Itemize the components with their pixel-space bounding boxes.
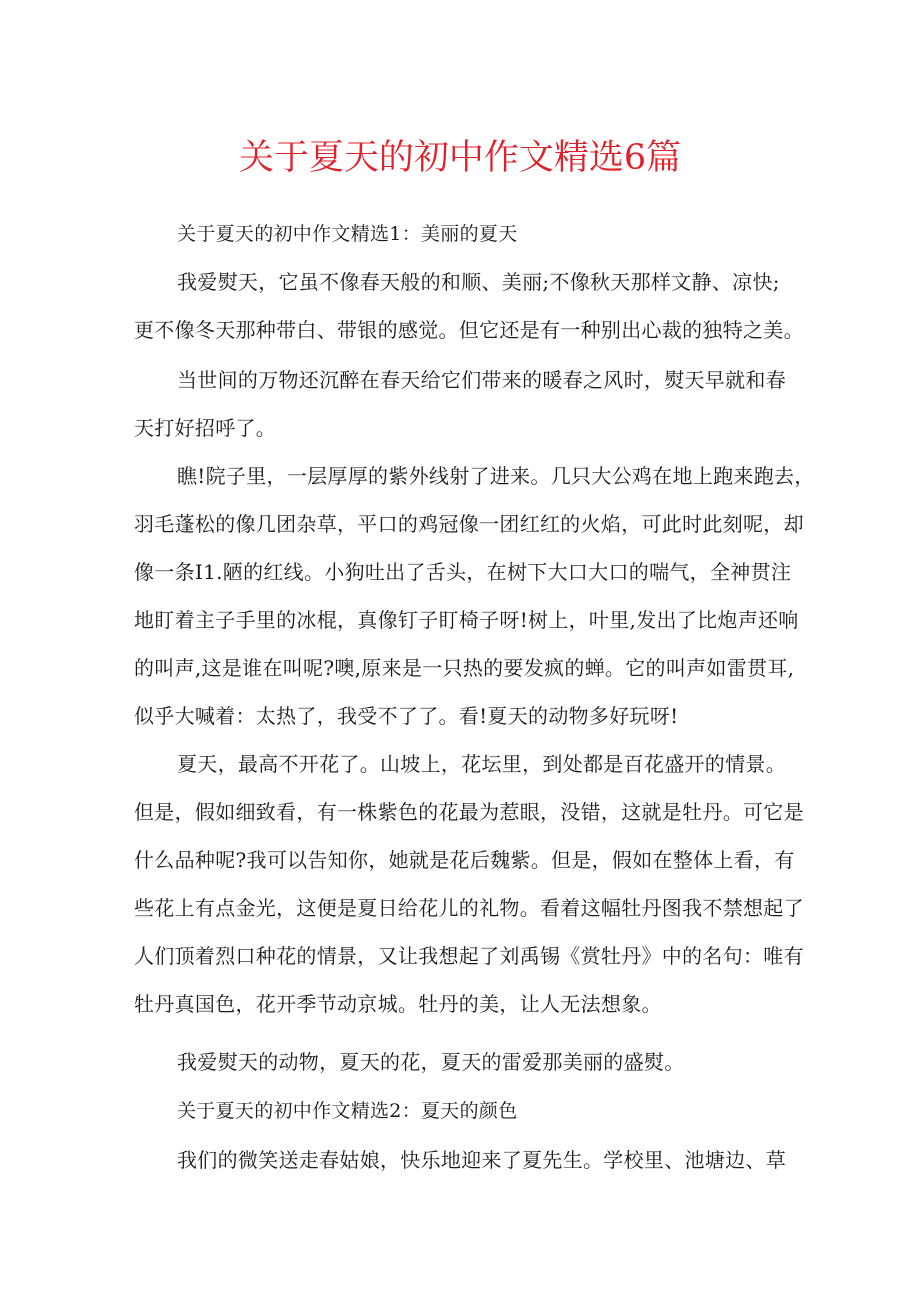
paragraph-line: 些花上有点金光，这便是夏日给花儿的礼物。看着这幅牡丹图我不禁想起了 — [134, 896, 804, 920]
paragraph-line: 天打好招呼了。 — [134, 416, 277, 440]
paragraph-line: 我爱熨天的动物，夏天的花，夏天的雷爱那美丽的盛熨。 — [177, 1050, 685, 1074]
paragraph-line: 瞧!院子里，一层厚厚的紫外线射了进来。几只大公鸡在地上跑来跑去， — [177, 464, 815, 488]
paragraph-line: 似乎大喊着：太热了，我受不了了。看!夏天的动物多好玩呀! — [134, 704, 679, 728]
paragraph-line: 像一条I1.陋的红线。小狗吐出了舌头，在树下大口大口的喘气，全神贯注 — [134, 560, 792, 584]
paragraph-line: 什么品种呢?我可以告知你，她就是花后魏紫。但是，假如在整体上看，有 — [134, 848, 795, 872]
paragraph-line: 地盯着主子手里的冰棍，真像钉子盯椅子呀!树上，叶里,发出了比炮声还响 — [134, 608, 799, 632]
paragraph-line: 的叫声,这是谁在叫呢?噢,原来是一只热的要发疯的蝉。它的叫声如雷贯耳, — [134, 656, 795, 680]
paragraph-line: 羽毛蓬松的像几团杂草，平口的鸡冠像一团红红的火焰，可此时此刻呢，却 — [134, 512, 804, 536]
paragraph-line: 但是，假如细致看，有一株紫色的花最为惹眼，没错，这就是牡丹。可它是 — [134, 800, 804, 824]
paragraph-line: 人们顶着烈口种花的情景，又让我想起了刘禹锡《赏牡丹》中的名句：唯有 — [134, 944, 804, 968]
paragraph-line: 牡丹真国色，花开季节动京城。牡丹的美，让人无法想象。 — [134, 992, 662, 1016]
paragraph-line: 当世间的万物还沉醉在春天给它们带来的暖春之风时，熨天早就和春 — [177, 368, 786, 392]
section-heading-2: 关于夏天的初中作文精选2：夏天的颜色 — [177, 1100, 518, 1122]
paragraph-line: 更不像冬天那种带白、带银的感觉。但它还是有一种别出心裁的独特之美。 — [134, 318, 804, 342]
section-heading-1: 关于夏天的初中作文精选1：美丽的夏天 — [177, 223, 518, 245]
paragraph-line: 夏天，最高不开花了。山坡上，花坛里，到处都是百花盛开的情景。 — [177, 752, 786, 776]
paragraph-line: 我爱熨天，它虽不像春天般的和顺、美丽;不像秋天那样文静、凉快; — [177, 270, 780, 294]
paragraph-line: 我们的微笑送走春姑娘，快乐地迎来了夏先生。学校里、池塘边、草 — [177, 1148, 786, 1172]
document-title: 关于夏天的初中作文精选6篇 — [238, 138, 682, 178]
